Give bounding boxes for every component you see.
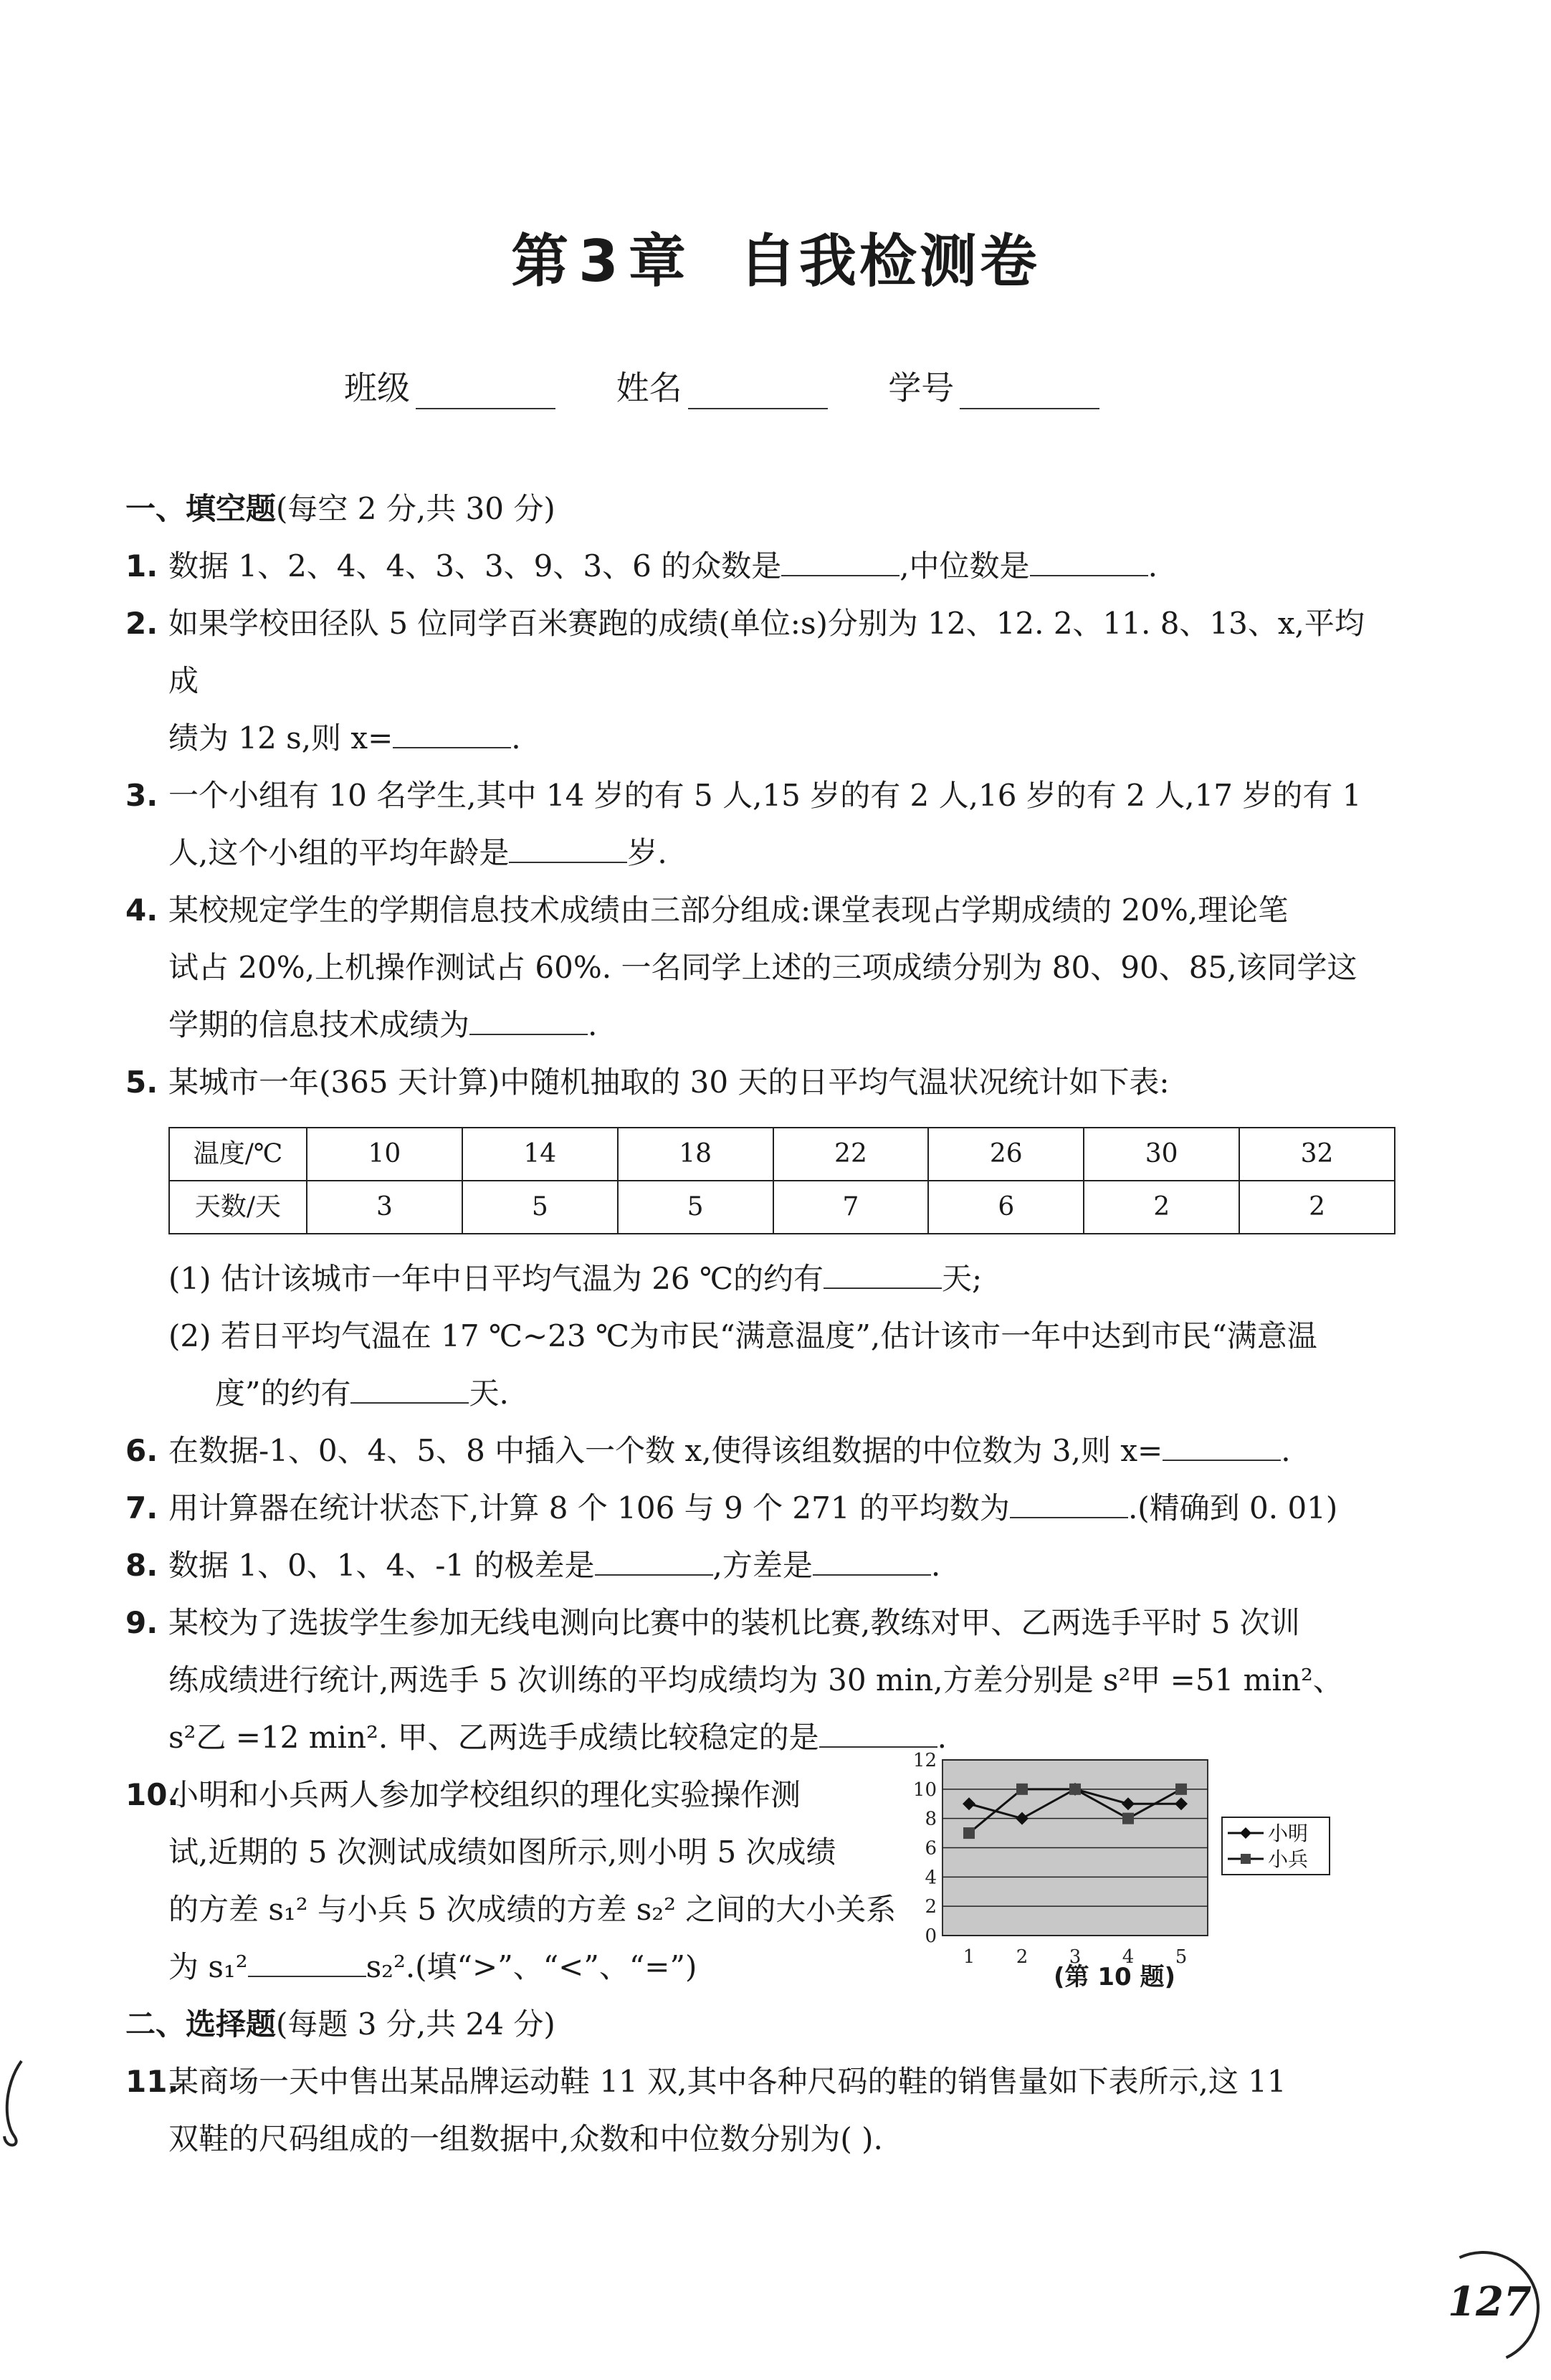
answer-blank[interactable] (1163, 1431, 1281, 1461)
table-row-days: 天数/天 3 5 5 7 6 2 2 (169, 1181, 1395, 1234)
question-11: 11. 某商场一天中售出某品牌运动鞋 11 双,其中各种尺码的鞋的销售量如下表所示,这 11 双鞋的尺码组成的一组数据中,众数和中位数分别为( ). (125, 2064, 1287, 2156)
question-5-part-2: (2) 若日平均气温在 17 ℃~23 ℃为市民“满意温度”,估计该市一年中达到市民“满意温 (168, 1318, 1317, 1353)
y-tick-label: 6 (925, 1837, 937, 1860)
section-1-header: 一、填空题(每空 2 分,共 30 分) (125, 491, 555, 526)
answer-blank[interactable] (819, 1718, 937, 1748)
point-2 (1175, 1784, 1187, 1795)
chapter-number: 3 (578, 228, 621, 295)
answer-blank[interactable] (350, 1374, 469, 1404)
question-1: 1. 数据 1、2、4、4、3、3、9、3、6 的众数是 ,中位数是 . (125, 538, 1373, 595)
legend-marker (1241, 1854, 1251, 1864)
x-tick-label: 1 (963, 1946, 975, 1968)
answer-blank[interactable] (509, 833, 627, 863)
legend-label: 小兵 (1268, 1847, 1309, 1871)
question-4: 4. 某校规定学生的学期信息技术成绩由三部分组成:课堂表现占学期成绩的 20%,理论笔 试占 20%,上机操作测试占 60%. 一名同学上述的三项成绩分别为 80、90、85,该同学这 学期的信息技术成绩为 . (125, 892, 1357, 1042)
question-2: 2. 如果学校田径队 5 位同学百米赛跑的成绩(单位:s)分别为 12、12. 2、11. 8、13、x,平均成 绩为 12 s,则 x= . (125, 606, 1365, 756)
page-title (0, 215, 1551, 298)
section-2-header: 二、选择题(每题 3 分,共 24 分) (125, 2007, 555, 2042)
y-tick-label: 8 (925, 1808, 937, 1830)
answer-blank[interactable] (595, 1546, 713, 1576)
x-tick-label: 5 (1175, 1946, 1188, 1968)
legend-label: 小明 (1268, 1822, 1309, 1845)
question-3: 3. 一个小组有 10 名学生,其中 14 岁的有 5 人,15 岁的有 2 人,16 岁的有 2 人,17 岁的有 1 人,这个小组的平均年龄是 岁. (125, 778, 1362, 870)
question-8: 8. 数据 1、0、1、4、-1 的极差是 ,方差是 . (125, 1537, 1373, 1594)
answer-blank[interactable] (469, 1005, 588, 1035)
question-7: 7. 用计算器在统计状态下,计算 8 个 106 与 9 个 271 的平均数为 .(精确到 0. 01) (125, 1480, 1373, 1537)
answer-blank[interactable] (824, 1259, 942, 1289)
point-2 (1016, 1784, 1028, 1795)
x-tick-label: 2 (1016, 1946, 1029, 1968)
question-9: 9. 某校为了选拔学生参加无线电测向比赛中的装机比赛,教练对甲、乙两选手平时 5 次训 练成绩进行统计,两选手 5 次训练的平均成绩均为 30 min,方差分别是 s²甲 =51 min²、 s²乙 =12 min². 甲、乙两选手成绩比较稳定的是 . (125, 1605, 1343, 1755)
point-2 (1069, 1784, 1081, 1795)
binding-mark (0, 2057, 29, 2151)
student-info-row (344, 362, 1204, 409)
answer-blank[interactable] (1010, 1488, 1128, 1518)
answer-blank[interactable] (248, 1947, 366, 1977)
question-5: 5. 某城市一年(365 天计算)中随机抽取的 30 天的日平均气温状况统计如下表: (125, 1065, 1170, 1100)
question-10: 10. 小明和小兵两人参加学校组织的理化实验操作测 试,近期的 5 次测试成绩如图所示,则小明 5 次成绩 的方差 s₁² 与小兵 5 次成绩的方差 s₂² 之间的大小关系 为 s₁² s₂².(填“>”、“<”、“=”) (125, 1777, 897, 1984)
point-2 (1122, 1813, 1134, 1824)
question-5-part-1: (1) 估计该城市一年中日平均气温为 26 ℃的约有 天; (125, 1250, 1373, 1308)
answer-blank[interactable] (781, 546, 899, 576)
y-tick-label: 2 (925, 1896, 937, 1918)
y-tick-label: 0 (925, 1926, 937, 1947)
answer-blank[interactable] (1030, 546, 1148, 576)
x-tick-label: 4 (1122, 1946, 1135, 1968)
title-prefix: 第 (511, 228, 572, 295)
chart-caption: (第 10 题) (1054, 1963, 1176, 1991)
answer-blank[interactable] (393, 718, 511, 748)
y-tick-label: 10 (912, 1779, 937, 1801)
question-6: 6. 在数据-1、0、4、5、8 中插入一个数 x,使得该组数据的中位数为 3,则 x= . (125, 1422, 1373, 1480)
name-field[interactable]: 姓名 (616, 362, 828, 409)
y-tick-label: 12 (912, 1750, 937, 1771)
temperature-table (168, 1127, 1395, 1234)
title-name: 自我检测卷 (738, 228, 1040, 295)
answer-blank[interactable] (813, 1546, 931, 1576)
class-field[interactable]: 班级 (344, 362, 555, 409)
question-content: 一、填空题(每空 2 分,共 30 分) 1. 数据 1、2、4、4、3、3、9、3、6 的众数是 ,中位数是 . 2. 如果学校田径队 5 位同学百米赛跑的成绩(单位:s)分别为 12、12. 2、11. 8、13、x,平均成 绩为 12 s,则 x= . 3. 一个小组有 10 名学生,其中 14 岁的有 5 人,15 岁的有 2 人,16 岁的有 2 人,17 岁的有 1 人,这个小组的平均年龄是 岁. 4. 某校规定学生的学期信息技术成绩由三部分组成:课堂表现占学期成绩的 20%,理论笔 试占 20%,上机操作测试占 60%. 一名同学上述的三项成绩分别为 80、90、85,该同学这 学期的信息技术成绩为 . 5. 某城市一年(365 天计算)中随机抽取的 30 天的日平均气温状况统计如下表: 温度/℃ 10 14 18 22 26 30 32 天数/天 3 5 5 7 6 2 2 (1) 估计该城市一年中日平均气温为 26 ℃的约有 天; (2) 若日平均气温在 17 ℃~23 ℃为市民“满意温度”,估计该市一年中达到市民“满意温 度”的约有 天. 6. 在数据-1、0、4、5、8 中插入一个数 x,使得该组数据的中位数为 3,则 x= . 7. 用计算器在统计状态下,计算 8 个 106 与 9 个 271 的平均数为 .(精确到 0. 01) 8. 数据 1、0、1、4、-1 的极差是 ,方差是 . 9. 某校为了选拔学生参加无线电测向比赛中的装机比赛,教练对甲、乙两选手平时 5 次训 练成绩进行统计,两选手 5 次训练的平均成绩均为 30 min,方差分别是 s²甲 =51 min²、 s²乙 =12 min². 甲、乙两选手成绩比较稳定的是 . 10. 小明和小兵两人参加学校组织的理化实验操作测 试,近期的 5 次测试成绩如图所示,则小明 5 次成绩 的方差 s₁² 与小兵 5 次成绩的方差 s₂² 之间的大小关系 为 s₁² s₂².(填“>”、“<”、“=”) 二、选择题(每题 3 分,共 24 分) 11. 某商场一天中售出某品牌运动鞋 11 双,其中各种尺码的鞋的销售量如下表所示,这 11 双鞋的尺码组成的一组数据中,众数和中位数分别为( ). (125, 480, 1373, 2168)
student-id-field[interactable]: 学号 (888, 362, 1099, 409)
title-suffix: 章 (628, 228, 689, 295)
score-line-chart (896, 1749, 1355, 1986)
table-row-temperature: 温度/℃ 10 14 18 22 26 30 32 (169, 1128, 1395, 1181)
point-2 (963, 1827, 975, 1839)
x-tick-label: 3 (1069, 1946, 1082, 1968)
y-tick-label: 4 (925, 1867, 937, 1889)
page-number: 127 (1448, 2278, 1532, 2326)
